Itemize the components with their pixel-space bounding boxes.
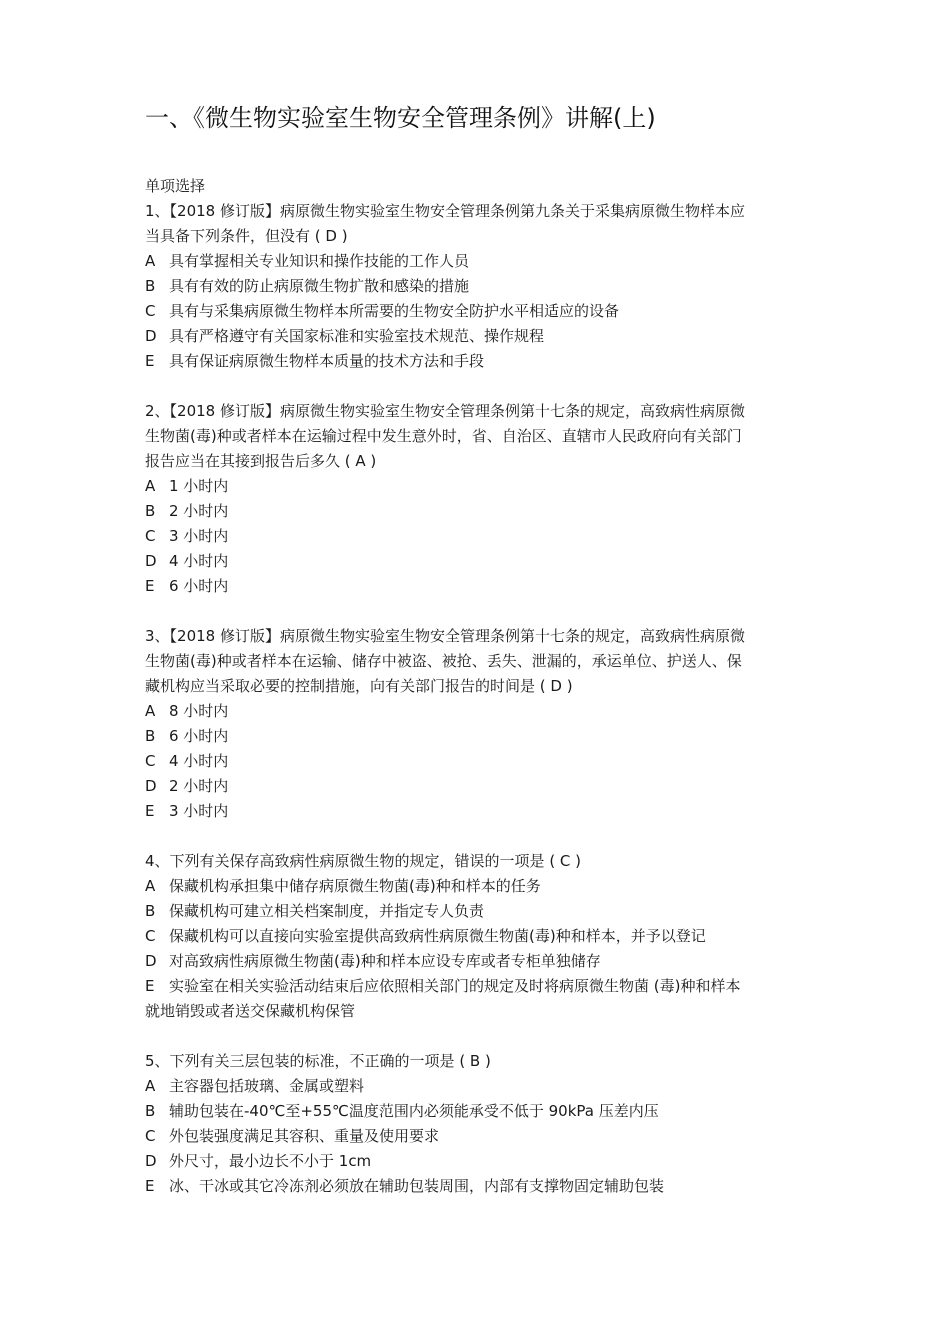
- option-text: 实验室在相关实验活动结束后应依照相关部门的规定及时将病原微生物菌 (毒)种和样本: [169, 977, 741, 995]
- option-b: [145, 499, 825, 524]
- option-text: 1 小时内: [169, 477, 229, 495]
- option-text: 对高致病性病原微生物菌(毒)种和样本应设专库或者专柜单独储存: [169, 952, 601, 970]
- option-a: [145, 474, 825, 499]
- question-stem-line: 藏机构应当采取必要的控制措施，向有关部门报告的时间是 ( D ): [145, 677, 573, 695]
- option-letter: B: [145, 902, 156, 920]
- option-letter: B: [145, 1102, 156, 1120]
- document-title: 一、《微生物实验室生物安全管理条例》讲解(上): [145, 104, 656, 132]
- option-c: [145, 299, 825, 324]
- option-a: [145, 874, 825, 899]
- option-text: 主容器包括玻璃、金属或塑料: [169, 1077, 365, 1095]
- option-letter: C: [145, 527, 156, 545]
- option-letter: A: [145, 1077, 156, 1095]
- option-text: 4 小时内: [169, 752, 229, 770]
- question-spacer: [145, 1024, 825, 1049]
- question-stem-line: 3、【2018 修订版】病原微生物实验室生物安全管理条例第十七条的规定，高致病性病原微: [145, 627, 745, 645]
- option-letter: D: [145, 552, 157, 570]
- option-c: [145, 524, 825, 549]
- question-spacer: [145, 374, 825, 399]
- option-text: 具有保证病原微生物样本质量的技术方法和手段: [169, 352, 485, 370]
- option-letter: D: [145, 1152, 157, 1170]
- option-text: 8 小时内: [169, 702, 229, 720]
- question-spacer: [145, 824, 825, 849]
- option-e: [145, 799, 825, 824]
- option-letter: E: [145, 802, 155, 820]
- section-label: 单项选择: [145, 177, 206, 195]
- option-b: [145, 724, 825, 749]
- option-letter: E: [145, 577, 155, 595]
- question-list: [145, 174, 825, 1199]
- option-text: 保藏机构可建立相关档案制度，并指定专人负责: [169, 902, 485, 920]
- option-e: [145, 349, 825, 374]
- option-text: 3 小时内: [169, 527, 229, 545]
- question-stem-line: 报告应当在其接到报告后多久 ( A ): [145, 452, 377, 470]
- question-stem-line: 当具备下列条件，但没有 ( D ): [145, 227, 348, 245]
- question-stem-line: 生物菌(毒)种或者样本在运输过程中发生意外时，省、自治区、直辖市人民政府向有关部门: [145, 427, 742, 445]
- option-text: 具有掌握相关专业知识和操作技能的工作人员: [169, 252, 470, 270]
- option-letter: C: [145, 927, 156, 945]
- option-letter: B: [145, 727, 156, 745]
- option-a: [145, 1074, 825, 1099]
- option-letter: A: [145, 877, 156, 895]
- option-text: 保藏机构可以直接向实验室提供高致病性病原微生物菌(毒)种和样本，并予以登记: [169, 927, 706, 945]
- option-letter: A: [145, 477, 156, 495]
- option-text: 6 小时内: [169, 727, 229, 745]
- option-d: [145, 774, 825, 799]
- option-letter: E: [145, 1177, 155, 1195]
- option-b: [145, 899, 825, 924]
- option-letter: E: [145, 352, 155, 370]
- option-text: 6 小时内: [169, 577, 229, 595]
- option-c: [145, 924, 825, 949]
- option-text: 保藏机构承担集中储存病原微生物菌(毒)种和样本的任务: [169, 877, 541, 895]
- option-continuation: 就地销毁或者送交保藏机构保管: [145, 1002, 356, 1020]
- option-text: 外包装强度满足其容积、重量及使用要求: [169, 1127, 440, 1145]
- option-text: 冰、干冰或其它冷冻剂必须放在辅助包装周围，内部有支撑物固定辅助包装: [169, 1177, 665, 1195]
- option-text: 2 小时内: [169, 502, 229, 520]
- option-a: [145, 249, 825, 274]
- option-e: [145, 974, 825, 999]
- option-text: 具有有效的防止病原微生物扩散和感染的措施: [169, 277, 470, 295]
- question-stem-line: 1、【2018 修订版】病原微生物实验室生物安全管理条例第九条关于采集病原微生物样本应: [145, 202, 745, 220]
- option-e: [145, 1174, 825, 1199]
- option-letter: E: [145, 977, 155, 995]
- option-text: 具有与采集病原微生物样本所需要的生物安全防护水平相适应的设备: [169, 302, 620, 320]
- option-letter: A: [145, 702, 156, 720]
- option-letter: D: [145, 952, 157, 970]
- question-stem-line: 4、下列有关保存高致病性病原微生物的规定，错误的一项是 ( C ): [145, 852, 582, 870]
- option-c: [145, 749, 825, 774]
- option-text: 2 小时内: [169, 777, 229, 795]
- option-text: 辅助包装在-40℃至+55℃温度范围内必须能承受不低于 90kPa 压差内压: [169, 1102, 659, 1120]
- question-spacer: [145, 599, 825, 624]
- question-stem-line: 2、【2018 修订版】病原微生物实验室生物安全管理条例第十七条的规定，高致病性病原微: [145, 402, 745, 420]
- option-d: [145, 949, 825, 974]
- question-3: [145, 624, 825, 824]
- option-letter: C: [145, 302, 156, 320]
- option-letter: D: [145, 777, 157, 795]
- option-d: [145, 324, 825, 349]
- option-a: [145, 699, 825, 724]
- option-text: 外尺寸，最小边长不小于 1cm: [169, 1152, 372, 1170]
- option-text: 3 小时内: [169, 802, 229, 820]
- option-letter: D: [145, 327, 157, 345]
- question-1: [145, 199, 825, 374]
- option-text: 4 小时内: [169, 552, 229, 570]
- option-letter: C: [145, 752, 156, 770]
- option-letter: A: [145, 252, 156, 270]
- option-e: [145, 574, 825, 599]
- question-4: [145, 849, 825, 1024]
- question-stem-line: 生物菌(毒)种或者样本在运输、储存中被盗、被抢、丢失、泄漏的，承运单位、护送人、保: [145, 652, 742, 670]
- option-letter: B: [145, 502, 156, 520]
- option-d: [145, 549, 825, 574]
- option-b: [145, 274, 825, 299]
- question-5: [145, 1049, 825, 1199]
- option-d: [145, 1149, 825, 1174]
- option-text: 具有严格遵守有关国家标准和实验室技术规范、操作规程: [169, 327, 545, 345]
- option-letter: B: [145, 277, 156, 295]
- question-2: [145, 399, 825, 599]
- option-letter: C: [145, 1127, 156, 1145]
- option-c: [145, 1124, 825, 1149]
- question-stem-line: 5、下列有关三层包装的标准，不正确的一项是 ( B ): [145, 1052, 491, 1070]
- option-b: [145, 1099, 825, 1124]
